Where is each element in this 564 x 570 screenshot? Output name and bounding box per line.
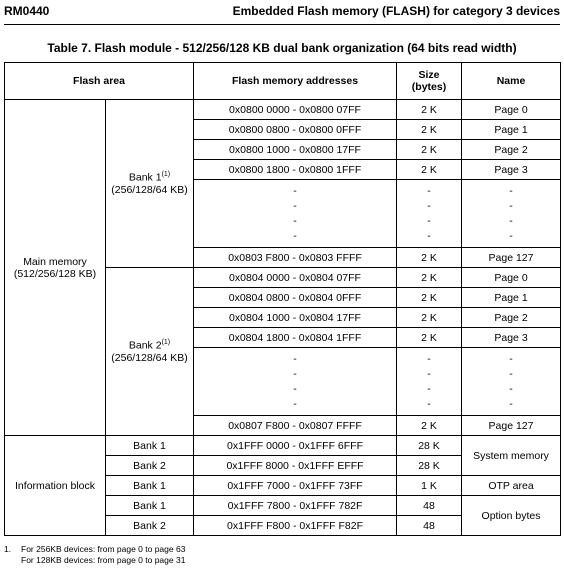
address-cell: 0x1FFF 7800 - 0x1FFF 782F [194,496,397,516]
footnote-line-2: For 128KB devices: from page 0 to page 31 [21,555,186,565]
size-cell: 2 K [397,160,462,180]
address-cell: 0x0804 0800 - 0x0804 0FFF [194,288,397,308]
address-cell: 0x1FFF 7000 - 0x1FFF 73FF [194,476,397,496]
name-cell: Page 3 [462,160,561,180]
size-cell: 2 K [397,416,462,436]
address-cell: 0x0804 1000 - 0x0804 17FF [194,308,397,328]
footnote-line-1: For 256KB devices: from page 0 to page 63 [21,544,186,554]
flash-organization-table [4,62,561,536]
table-row [5,436,561,456]
address-cell: 0x0800 1800 - 0x0800 1FFF [194,160,397,180]
bank2-label: Bank 2$^{(1)}$ (256/128/64 KB) [106,268,194,436]
size-cell: 28 K [397,456,462,476]
size-cell: 28 K [397,436,462,456]
size-ellipsis: - - - - [397,348,462,416]
bank-cell: Bank 1 [106,496,194,516]
table-caption: Table 7. Flash module - 512/256/128 KB dual bank organization (64 bits read width) [47,41,517,55]
address-cell: 0x0803 F800 - 0x0803 FFFF [194,248,397,268]
document-id: RM0440 [4,4,50,18]
size-cell: 2 K [397,120,462,140]
address-cell: 0x0804 1800 - 0x0804 1FFF [194,328,397,348]
address-cell: 0x1FFF 8000 - 0x1FFF EFFF [194,456,397,476]
name-cell: Page 0 [462,268,561,288]
address-cell: 0x0800 0000 - 0x0800 07FF [194,100,397,120]
address-ellipsis: - - - - [194,180,397,248]
name-ellipsis: - - - - [462,348,561,416]
col-header-name: Name [462,63,561,100]
bank-cell: Bank 2 [106,456,194,476]
size-cell: 48 [397,496,462,516]
size-cell: 2 K [397,268,462,288]
name-cell: Page 2 [462,140,561,160]
name-ellipsis: - - - - [462,180,561,248]
size-cell: 2 K [397,288,462,308]
name-cell: Page 1 [462,288,561,308]
bank1-label: Bank 1$^{(1)}$ (256/128/64 KB) [106,100,194,268]
name-cell: Page 127 [462,248,561,268]
name-cell: Page 3 [462,328,561,348]
bank-cell: Bank 2 [106,516,194,536]
address-cell: 0x0807 F800 - 0x0807 FFFF [194,416,397,436]
main-memory-label: Main memory (512/256/128 KB) [5,100,106,436]
address-ellipsis: - - - - [194,348,397,416]
header-row [5,63,561,100]
address-cell: 0x1FFF 0000 - 0x1FFF 6FFF [194,436,397,456]
address-cell: 0x0800 0800 - 0x0800 0FFF [194,120,397,140]
name-cell-option-bytes: Option bytes [462,496,561,536]
name-cell-otp-area: OTP area [462,476,561,496]
name-cell: Page 0 [462,100,561,120]
bank-cell: Bank 1 [106,436,194,456]
size-cell: 2 K [397,140,462,160]
size-ellipsis: - - - - [397,180,462,248]
size-cell: 2 K [397,100,462,120]
col-header-area: Flash area [5,63,194,100]
bank-cell: Bank 1 [106,476,194,496]
footnote-number: 1. [4,544,12,554]
information-block-label: Information block [5,436,106,536]
size-cell: 48 [397,516,462,536]
col-header-size: Size (bytes) [397,63,462,100]
size-cell: 2 K [397,308,462,328]
size-cell: 2 K [397,248,462,268]
name-cell-system-memory: System memory [462,436,561,476]
header-rule [4,24,560,25]
col-header-addresses: Flash memory addresses [194,63,397,100]
address-cell: 0x1FFF F800 - 0x1FFF F82F [194,516,397,536]
address-cell: 0x0804 0000 - 0x0804 07FF [194,268,397,288]
section-title: Embedded Flash memory (FLASH) for category 3 devices [232,4,560,18]
size-cell: 2 K [397,328,462,348]
name-cell: Page 2 [462,308,561,328]
size-cell: 1 K [397,476,462,496]
address-cell: 0x0800 1000 - 0x0800 17FF [194,140,397,160]
table-row [5,100,561,120]
name-cell: Page 1 [462,120,561,140]
name-cell: Page 127 [462,416,561,436]
